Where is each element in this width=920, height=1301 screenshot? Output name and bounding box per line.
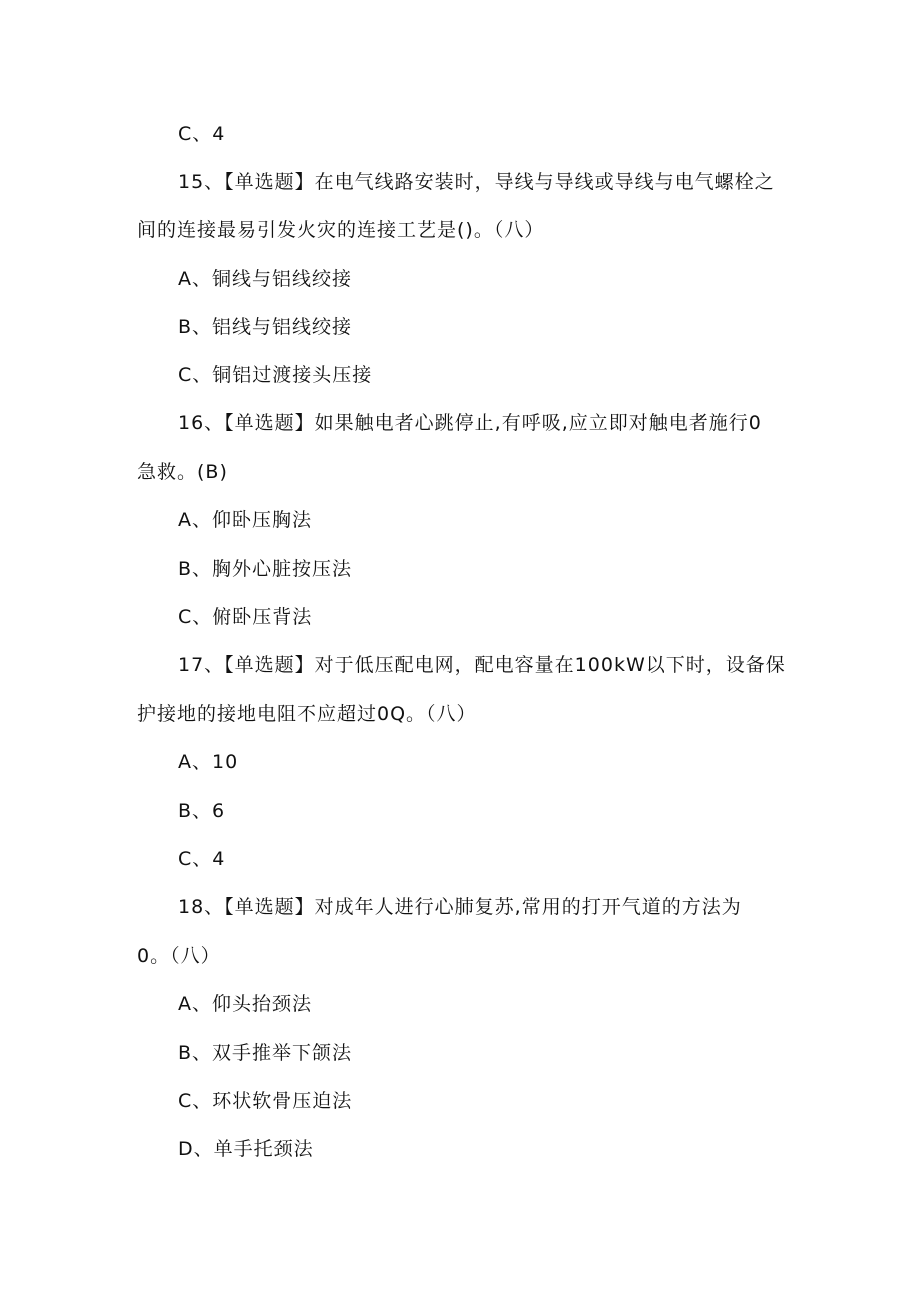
q18-question-line-2: 0。（八） [137, 945, 221, 967]
q17-question-line-2: 护接地的接地电阻不应超过0Q。（八） [137, 703, 477, 725]
q17-option-c: C、4 [178, 848, 226, 870]
q17-question-line-1: 17、【单选题】对于低压配电网，配电容量在100kW以下时，设备保 [178, 654, 786, 676]
q16-question-line-1: 16、【单选题】如果触电者心跳停止,有呼吸,应立即对触电者施行0 [178, 412, 762, 434]
q16-option-b: B、胸外心脏按压法 [178, 558, 353, 580]
q15-option-b: B、铝线与铝线绞接 [178, 316, 353, 338]
q16-question-line-2: 急救。(B) [137, 461, 228, 483]
q18-option-a: A、仰头抬颈法 [178, 993, 312, 1015]
q18-option-c: C、环状软骨压迫法 [178, 1090, 353, 1112]
q15-question-line-1: 15、【单选题】在电气线路安装时，导线与导线或导线与电气螺栓之 [178, 171, 775, 193]
q16-option-a: A、仰卧压胸法 [178, 509, 312, 531]
q17-option-a: A、10 [178, 751, 239, 773]
q18-question-line-1: 18、【单选题】对成年人进行心肺复苏,常用的打开气道的方法为 [178, 896, 742, 918]
q15-option-c: C、铜铝过渡接头压接 [178, 364, 373, 386]
q15-option-a: A、铜线与铝线绞接 [178, 268, 352, 290]
q16-option-c: C、俯卧压背法 [178, 606, 313, 628]
q18-option-b: B、双手推举下颌法 [178, 1042, 353, 1064]
q17-option-b: B、6 [178, 800, 226, 822]
q15-question-line-2: 间的连接最易引发火灾的连接工艺是()。（八） [137, 219, 545, 241]
q18-option-d: D、单手托颈法 [178, 1138, 314, 1160]
q14-option-c: C、4 [178, 123, 226, 145]
